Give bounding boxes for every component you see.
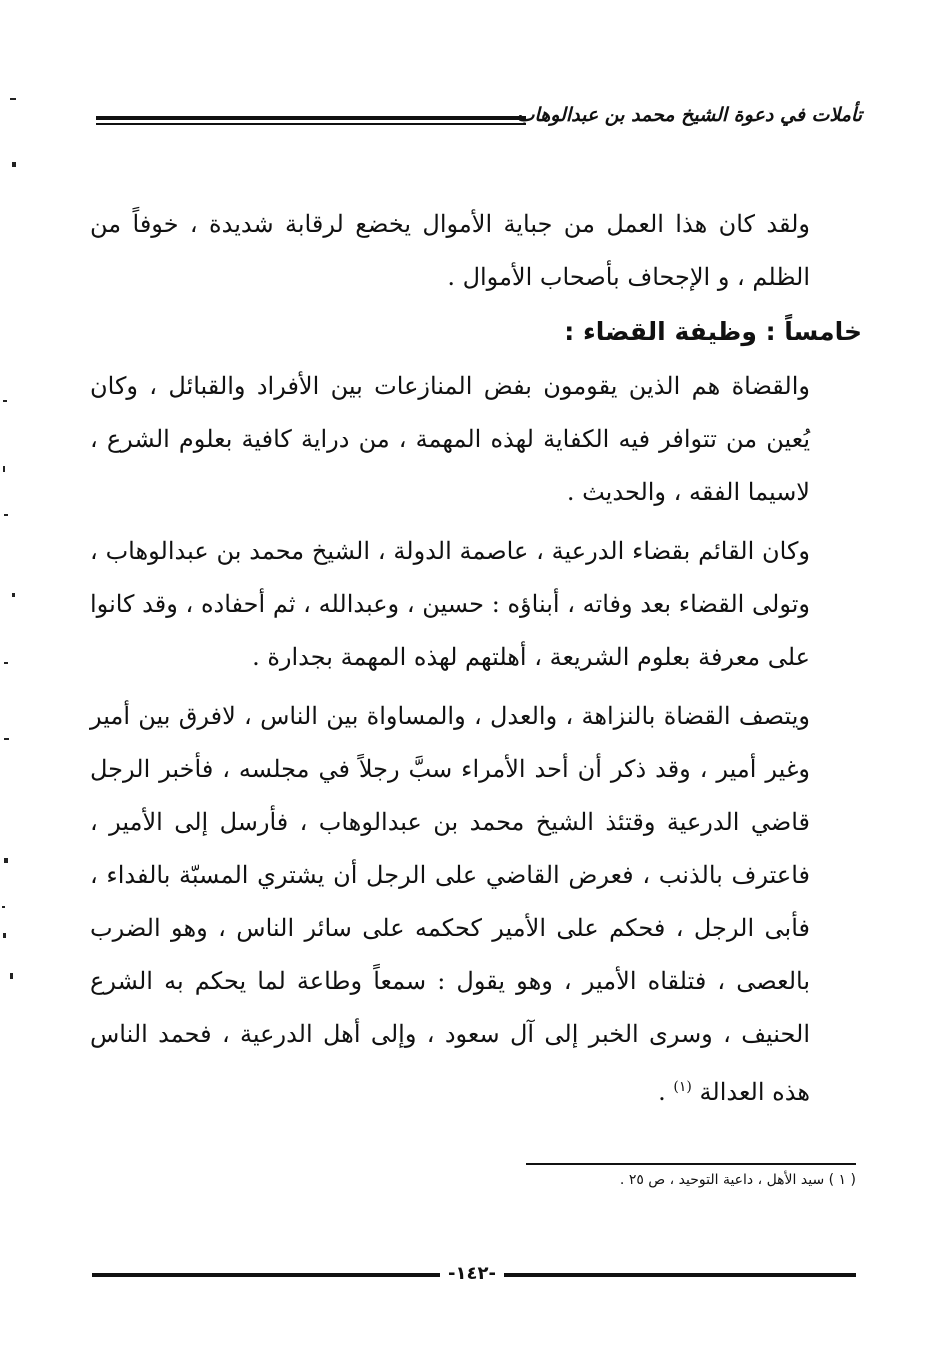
page-number: -١٤٢- [448,1263,496,1284]
section-heading: خامساً : وظيفة القضاء : [564,317,862,346]
paragraph-4-text: ويتصف القضاة بالنزاهة ، والعدل ، والمساواة بين الناس ، لافرق بين أمير وغير أمير ، وقد ذكر أن أحد الأمراء سبَّ رجلاً في مجلسه ، فأخبر الرجل قاضي الدرعية وقتئذ الشيخ محمد بن عبدالوهاب ، فأرسل إلى الأمير ، فاعترف بالذنب ، فعرض القاضي على الرجل أن يشتري المسبّة بالفداء ، فأبى الرجل ، فحكم على الأمير كحكمه على سائر الناس ، وهو الضرب بالعصى ، فتلقاه الأمير ، وهو يقول : سمعاً وطاعة لما يحكم به الشرع الحنيف ، وسرى الخبر إلى آل سعود ، وإلى أهل الدرعية ، فحمد الناس هذه العدالة [90,702,811,1106]
scan-mark [4,514,8,516]
paragraph-4-end: . [658,1078,674,1106]
header-rule-thick [96,116,526,120]
scan-mark [4,662,8,664]
scan-mark [2,906,5,908]
footnote-separator [526,1163,856,1165]
scan-mark [4,738,9,740]
footer-rule-right [504,1273,856,1277]
scan-mark [3,933,6,938]
scan-mark [12,162,16,167]
scan-mark [4,858,8,863]
header-double-rule [96,116,526,125]
running-header [96,100,866,140]
scan-mark [3,466,5,472]
scan-mark [3,400,7,402]
header-rule-thin [96,123,526,125]
paragraph-4 [90,690,810,1119]
footer-rule-left [92,1273,440,1277]
paragraph-3: وكان القائم بقضاء الدرعية ، عاصمة الدولة ، الشيخ محمد بن عبدالوهاب ، وتولى القضاء بعد وفاته ، أبناؤه : حسين ، وعبدالله ، ثم أحفاده ، وقد كانوا على معرفة بعلوم الشريعة ، أهلتهم لهذه المهمة بجدارة . [90,537,810,671]
header-title: تأملات في دعوة الشيخ محمد بن عبدالوهاب [516,104,862,126]
paragraph-1: ولقد كان هذا العمل من جباية الأموال يخضع لرقابة شديدة ، خوفاً من الظلم ، و الإجحاف بأصحاب الأموال . [90,210,810,291]
scan-mark [12,593,15,597]
footnote: ( ١ ) سيد الأهل ، داعية التوحيد ، ص ٢٥ . [619,1172,856,1188]
scan-mark [10,973,13,979]
footnote-marker: (١) [673,1079,692,1095]
body-text [90,198,862,1119]
paragraph-2: والقضاة هم الذين يقومون بفض المنازعات بين الأفراد والقبائل ، وكان يُعين من تتوافر فيه الكفاية لهذه المهمة ، من دراية كافية بعلوم الشرع ، لاسيما الفقه ، والحديث . [90,372,811,506]
page-footer [92,1263,856,1287]
scan-mark [10,98,16,100]
